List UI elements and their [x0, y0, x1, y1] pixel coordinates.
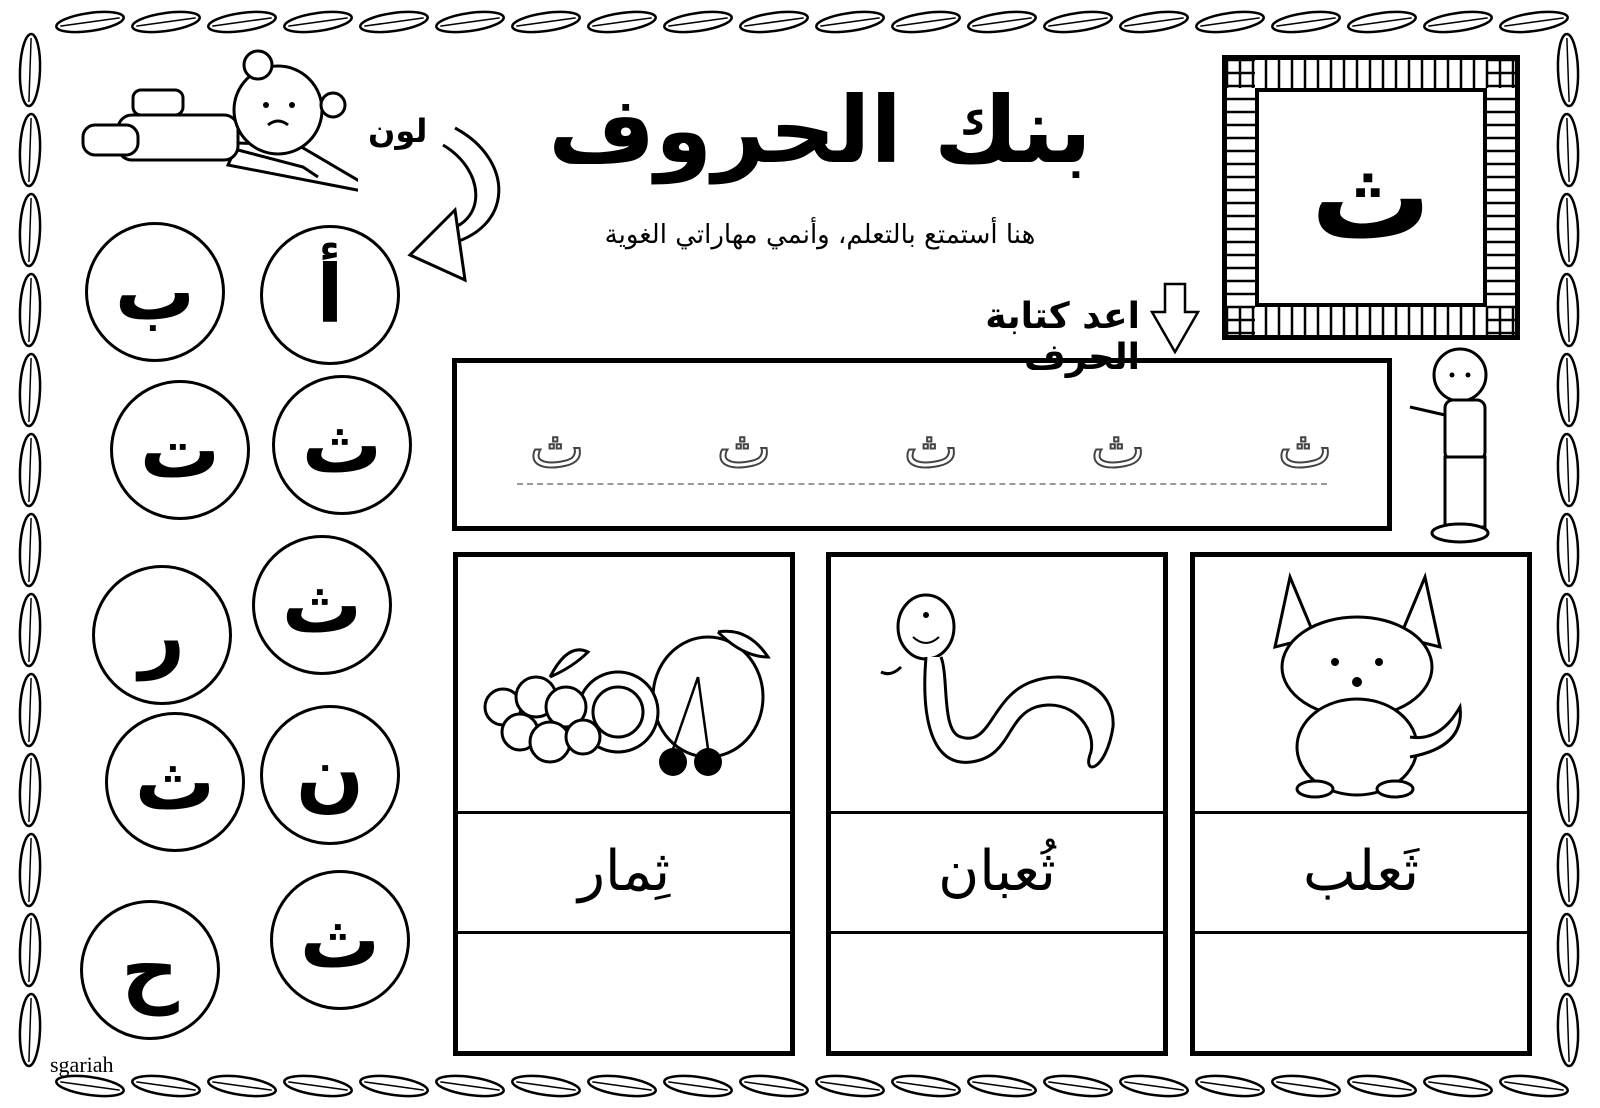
trace-letter: ث [716, 413, 772, 481]
border-leaf [1119, 1072, 1189, 1099]
border-leaf [1557, 914, 1580, 987]
circle-letter: ث [301, 398, 383, 491]
rewrite-instruction: اعد كتابة الحرف [985, 296, 1140, 378]
trace-letter: ث [903, 413, 959, 481]
border-leaf [19, 194, 42, 267]
word-card-snake [826, 552, 1168, 1056]
border-leaf [815, 1072, 885, 1099]
card-word: ثَعلب [1195, 811, 1527, 934]
letter-circle[interactable] [105, 712, 245, 852]
border-leaf [1557, 994, 1580, 1067]
border-leaf [207, 8, 277, 35]
border-leaf [1557, 194, 1580, 267]
border-leaf [1271, 1072, 1341, 1099]
tracing-box[interactable] [452, 358, 1392, 531]
border-leaf [19, 834, 42, 907]
letter-circle[interactable] [272, 375, 412, 515]
border-leaf [1557, 34, 1580, 107]
featured-letter-frame [1222, 55, 1520, 340]
border-leaf [1557, 674, 1580, 747]
border-leaf [283, 1072, 353, 1099]
border-leaf [663, 8, 733, 35]
letter-circle[interactable] [252, 535, 392, 675]
circle-letter: ر [138, 588, 186, 681]
circle-letter: أ [316, 248, 344, 341]
border-leaf [1557, 754, 1580, 827]
trace-letter: ث [1090, 413, 1146, 481]
letter-circle[interactable] [80, 900, 220, 1040]
trace-letter: ث [529, 413, 585, 481]
border-leaf [1499, 1072, 1569, 1099]
author-watermark: sgariah [50, 1052, 114, 1077]
border-leaf [1195, 1072, 1265, 1099]
border-leaf [19, 594, 42, 667]
down-arrow-icon [1150, 282, 1200, 354]
border-leaf [739, 1072, 809, 1099]
border-leaf [967, 8, 1037, 35]
letter-circle[interactable] [92, 565, 232, 705]
border-leaf [1557, 354, 1580, 427]
border-leaf [1557, 834, 1580, 907]
border-leaf [359, 1072, 429, 1099]
border-leaf [1423, 1072, 1493, 1099]
circle-letter: ث [299, 893, 381, 986]
tracing-guide-line [517, 483, 1327, 485]
border-leaf [739, 8, 809, 35]
circle-letter: ث [134, 735, 216, 828]
girl-coloring-illustration [78, 45, 358, 205]
border-leaf [1119, 8, 1189, 35]
border-leaf [663, 1072, 733, 1099]
curved-arrow-icon [405, 120, 515, 285]
letter-circle[interactable] [260, 225, 400, 365]
border-leaf [1347, 1072, 1417, 1099]
boy-pointing-illustration [1400, 345, 1510, 545]
fox-icon [1195, 557, 1527, 811]
card-word: ثِمار [458, 811, 790, 934]
border-leaf [19, 434, 42, 507]
border-leaf [1499, 8, 1569, 35]
border-leaf [511, 1072, 581, 1099]
featured-letter: ث [1310, 127, 1432, 267]
border-leaf [19, 274, 42, 347]
border-leaf [1557, 594, 1580, 667]
border-leaf [55, 8, 125, 35]
border-leaf [19, 354, 42, 427]
border-leaf [587, 1072, 657, 1099]
border-leaf [359, 8, 429, 35]
border-leaf [1347, 8, 1417, 35]
border-leaf [19, 674, 42, 747]
border-leaf [435, 1072, 505, 1099]
letter-circle[interactable] [260, 705, 400, 845]
border-leaf [131, 1072, 201, 1099]
border-leaf [1043, 8, 1113, 35]
border-leaf [283, 8, 353, 35]
border-leaf [1271, 8, 1341, 35]
border-leaf [19, 34, 42, 107]
circle-letter: ب [114, 245, 196, 338]
border-leaf [891, 8, 961, 35]
circle-letter: ث [281, 558, 363, 651]
border-leaf [1195, 8, 1265, 35]
border-leaf [19, 754, 42, 827]
border-leaf [891, 1072, 961, 1099]
page-title: بنك الحروف [548, 77, 1092, 184]
snake-icon [831, 557, 1163, 811]
card-word: ثُعبان [831, 811, 1163, 934]
border-leaf [19, 114, 42, 187]
border-leaf [19, 514, 42, 587]
border-leaf [1423, 8, 1493, 35]
trace-letter: ث [1277, 413, 1333, 481]
letter-circle[interactable] [85, 222, 225, 362]
border-leaf [1557, 514, 1580, 587]
border-leaf [967, 1072, 1037, 1099]
border-leaf [1043, 1072, 1113, 1099]
border-leaf [815, 8, 885, 35]
circle-letter: ت [139, 403, 221, 496]
border-leaf [19, 994, 42, 1067]
word-card-fruits [453, 552, 795, 1056]
border-leaf [1557, 114, 1580, 187]
letter-circle[interactable] [270, 870, 410, 1010]
featured-letter-box [1255, 88, 1487, 307]
border-leaf [511, 8, 581, 35]
border-leaf [1557, 274, 1580, 347]
border-leaf [131, 8, 201, 35]
circle-letter: ح [121, 923, 179, 1016]
color-instruction: لون [368, 112, 428, 150]
border-leaf [207, 1072, 277, 1099]
page-subtitle: هنا أستمتع بالتعلم، وأنمي مهاراتي الغوية [604, 220, 1036, 250]
fruits-icon [458, 557, 790, 811]
border-leaf [1557, 434, 1580, 507]
letter-circle[interactable] [110, 380, 250, 520]
border-leaf [435, 8, 505, 35]
border-leaf [587, 8, 657, 35]
word-card-fox [1190, 552, 1532, 1056]
circle-letter: ن [295, 728, 365, 821]
border-leaf [19, 914, 42, 987]
